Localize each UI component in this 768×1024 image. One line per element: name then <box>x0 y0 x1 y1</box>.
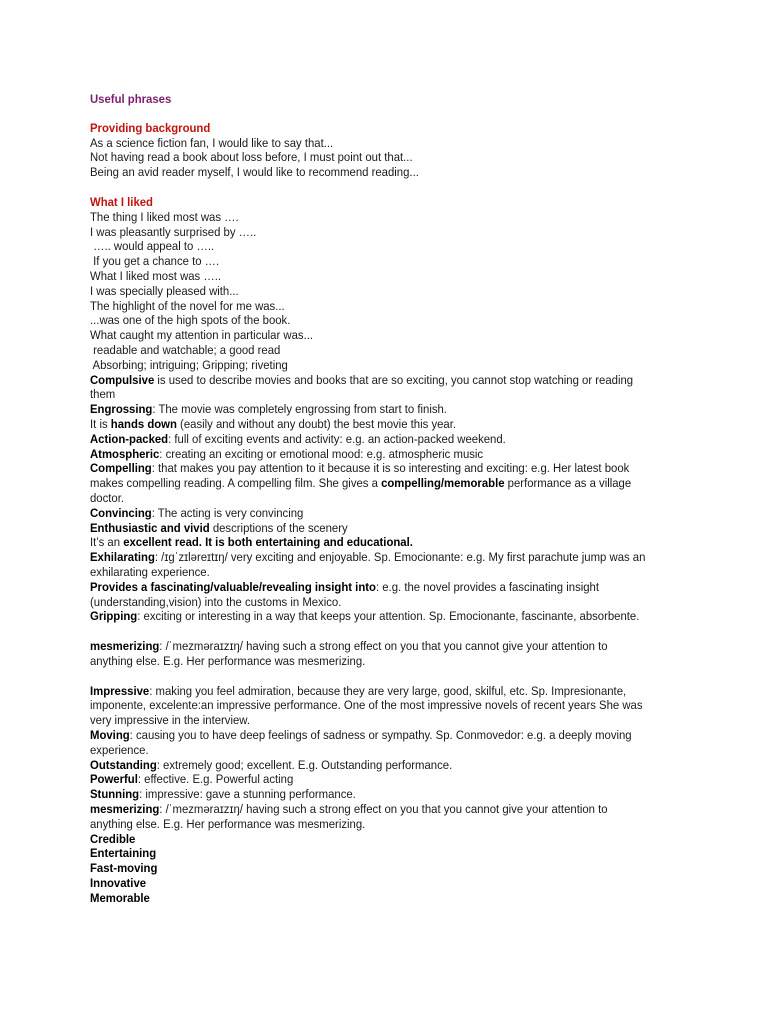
term-entry-outstanding <box>90 758 648 773</box>
term: Action-packed <box>90 431 169 446</box>
term: Moving <box>90 728 130 743</box>
prefix: It’s an <box>90 535 124 550</box>
term: Engrossing <box>90 402 153 417</box>
definition: : creating an exciting or emotional mood: e.g. atmospheric music <box>159 446 484 461</box>
term-entry-stunning <box>90 787 648 802</box>
spacer <box>90 180 683 195</box>
phrase-line: As a science fiction fan, I would like to say that... <box>90 135 334 150</box>
term: Exhilarating <box>90 550 155 565</box>
term: hands down <box>110 416 177 431</box>
definition: : full of exciting events and activity: e.g. an action-packed weekend. <box>168 431 506 446</box>
term-entry-compelling <box>90 461 648 505</box>
term-entry-action-packed <box>90 432 648 447</box>
definition: descriptions of the scenery <box>209 520 348 535</box>
definition: (easily and without any doubt) the best movie this year. <box>176 416 457 431</box>
definition: : /ˈmezməraɪzɪŋ/ having such a strong effect on you that you cannot give your attention to anything else. E.g. Her performance was mesmerizing. <box>90 639 608 668</box>
term-entry-engrossing <box>90 402 648 417</box>
phrase-line: I was specially pleased with... <box>90 283 239 298</box>
spacer <box>90 669 683 684</box>
definition: : extremely good; excellent. E.g. Outstanding performance. <box>156 757 453 772</box>
term: excellent read. It is both entertaining and educational. <box>123 535 413 550</box>
section-heading-what-i-liked: What I liked <box>90 194 153 209</box>
term-entry-impressive <box>90 684 648 728</box>
term: Impressive <box>90 683 150 698</box>
phrase-line: What I liked most was ….. <box>90 268 222 283</box>
phrase-line: The thing I liked most was …. <box>90 209 239 224</box>
term-entry-mesmerizing <box>90 639 648 669</box>
term: Gripping <box>90 609 138 624</box>
term-entry-compulsive <box>90 373 648 403</box>
phrase-line: Not having read a book about loss before, I must point out that... <box>90 150 413 165</box>
term-entry-convincing <box>90 506 648 521</box>
definition: is used to describe movies and books that are so exciting, you cannot stop watching or reading them <box>90 372 634 402</box>
phrase-line: What caught my attention in particular was... <box>90 328 314 343</box>
term-entry-exhilarating <box>90 550 648 580</box>
term: Powerful <box>90 772 138 787</box>
term: Enthusiastic and vivid <box>90 520 210 535</box>
word-list-item: Credible <box>90 831 136 846</box>
definition: : /ˈmezməraɪzɪŋ/ having such a strong effect on you that you cannot give your attention to anything else. E.g. Her performance was mesmerizing. <box>90 802 608 831</box>
definition: performance as a village doctor. <box>90 476 632 505</box>
word-list-item: Entertaining <box>90 846 157 861</box>
term-entry-provides-insight <box>90 580 648 610</box>
phrase-line: If you get a chance to …. <box>90 254 220 269</box>
term-entry-powerful <box>90 772 648 787</box>
term: Convincing <box>90 505 152 520</box>
phrase-line: The highlight of the novel for me was... <box>90 298 285 313</box>
definition: : /ɪɡˈzɪləreɪtɪŋ/ very exciting and enjoyable. Sp. Emocionante: e.g. My first parachute jump was an exhilarating experience. <box>90 550 646 579</box>
term-entry-mesmerizing <box>90 802 648 832</box>
document-page <box>6 0 720 1024</box>
word-list-item: Fast-moving <box>90 861 158 876</box>
page-title: Useful phrases <box>90 92 172 106</box>
definition: : The movie was completely engrossing from start to finish. <box>152 402 447 417</box>
prefix: It is <box>90 416 111 431</box>
term-entry-gripping <box>90 609 648 624</box>
term-entry-moving <box>90 728 648 758</box>
term: mesmerizing <box>90 802 160 817</box>
word-list-item: Memorable <box>90 890 150 905</box>
term: Provides a fascinating/valuable/revealing insight into <box>90 579 376 594</box>
phrase-line: Being an avid reader myself, I would like to recommend reading... <box>90 165 419 180</box>
term: Stunning <box>90 787 140 802</box>
definition: : making you feel admiration, because they are very large, good, skilful, etc. Sp. Impresionante, imponente, excelente:an impressive performance. One of the most impressive novels of recent years She was very impressive in the interview. <box>90 683 643 728</box>
term: mesmerizing <box>90 639 160 654</box>
term: Compelling <box>90 461 152 476</box>
term: Compulsive <box>90 372 155 387</box>
definition: : impressive: gave a stunning performance. <box>139 787 356 802</box>
term: compelling/memorable <box>381 476 505 491</box>
definition: : e.g. the novel provides a fascinating insight (understanding,vision) into the customs in Mexico. <box>90 579 600 609</box>
phrase-line: Absorbing; intriguing; Gripping; riveting <box>90 357 288 372</box>
phrase-line: ….. would appeal to ….. <box>90 239 215 254</box>
term-entry-hands-down <box>90 417 648 432</box>
term-entry-atmospheric <box>90 447 648 462</box>
term-entry-excellent-read <box>90 535 648 550</box>
term-entry-enthusiastic <box>90 521 648 536</box>
term: Outstanding <box>90 757 157 772</box>
phrase-line: I was pleasantly surprised by ….. <box>90 224 257 239</box>
term: Atmospheric <box>90 446 160 461</box>
phrase-line: ...was one of the high spots of the book. <box>90 313 291 328</box>
spacer <box>90 624 683 639</box>
definition: : effective. E.g. Powerful acting <box>137 772 294 787</box>
definition: : that makes you pay attention to it because it is so interesting and exciting: e.g. Her latest book makes compelling reading. A compelling film. She gives a <box>90 461 630 491</box>
phrase-line: readable and watchable; a good read <box>90 342 281 357</box>
section-heading-providing-background: Providing background <box>90 120 211 135</box>
definition: : exciting or interesting in a way that keeps your attention. Sp. Emocionante, fascinante, absorbente. <box>137 609 640 624</box>
definition: : The acting is very convincing <box>151 505 304 520</box>
definition: : causing you to have deep feelings of sadness or sympathy. Sp. Conmovedor: e.g. a deeply moving experience. <box>90 728 632 757</box>
word-list-item: Innovative <box>90 876 147 891</box>
